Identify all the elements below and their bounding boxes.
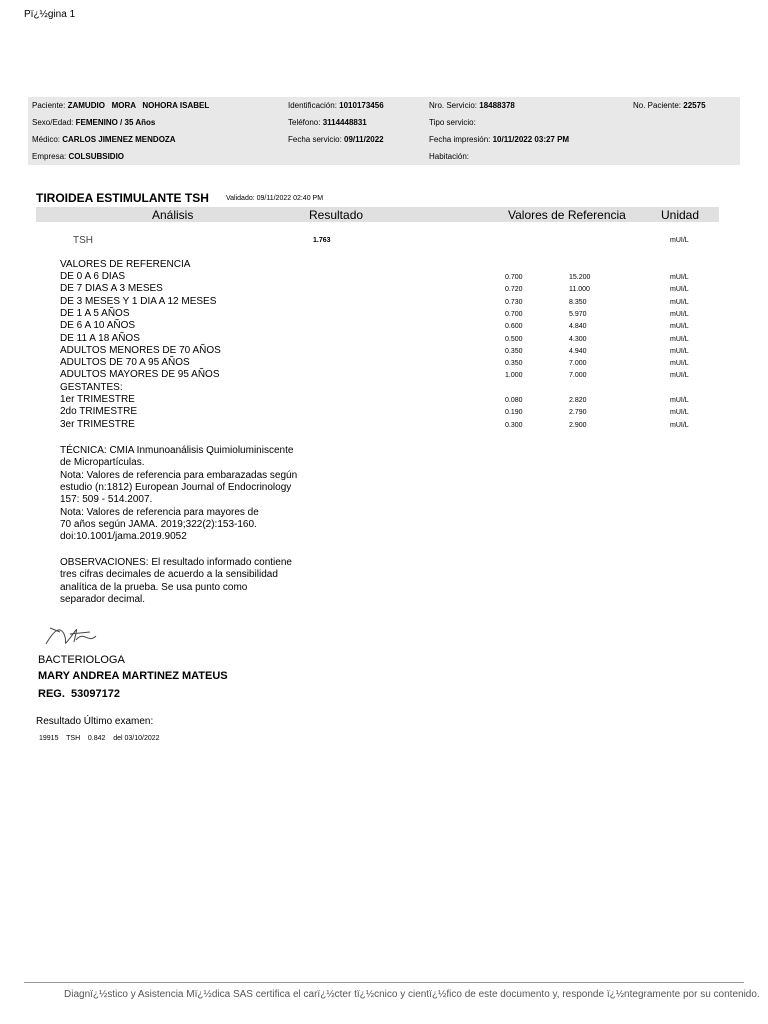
- signature-role: BACTERIOLOGA: [38, 654, 125, 666]
- reference-row-high: 2.900: [569, 421, 587, 429]
- results-table-header: [36, 207, 719, 222]
- last-exam-result: 19915 TSH 0.842 del 03/10/2022: [39, 735, 160, 742]
- reference-row-unit: mUI/L: [670, 286, 689, 294]
- service-date-field: Fecha servicio: 09/11/2022: [288, 135, 384, 144]
- signature-name: MARY ANDREA MARTINEZ MATEUS: [38, 670, 228, 682]
- reference-row-label: DE 1 A 5 AÑOS: [60, 307, 130, 319]
- reference-row-high: 7.000: [569, 372, 587, 380]
- technique-line: Nota: Valores de referencia para mayores de: [60, 506, 259, 518]
- service-number-field: Nro. Servicio: 18488378: [429, 101, 515, 110]
- column-header-reference: Valores de Referencia: [508, 208, 626, 222]
- reference-row-low: 0.350: [505, 360, 523, 368]
- technique-line: de Micropartículas.: [60, 457, 145, 469]
- reference-row-label: 1er TRIMESTRE: [60, 394, 135, 405]
- reference-row-low: 0.700: [505, 310, 523, 318]
- signature-image: [40, 620, 125, 650]
- reference-row-unit: mUI/L: [670, 298, 689, 306]
- sex-age-field: Sexo/Edad: FEMENINO / 35 Años: [32, 118, 156, 127]
- reference-row-low: 0.300: [505, 421, 523, 429]
- reference-row-unit: mUI/L: [670, 360, 689, 368]
- observations-line: OBSERVACIONES: El resultado informado contiene: [60, 557, 292, 568]
- technique-line: doi:10.1001/jama.2019.9052: [60, 531, 187, 543]
- reference-row-label: DE 7 DIAS A 3 MESES: [60, 283, 163, 295]
- print-date-field: Fecha impresión: 10/11/2022 03:27 PM: [429, 135, 570, 144]
- identification-field: Identificación: 1010173456: [288, 101, 384, 110]
- phone-field: Teléfono: 3114448831: [288, 118, 367, 127]
- service-type-field: Tipo servicio:: [429, 118, 476, 127]
- reference-row-low: 0.190: [505, 409, 523, 417]
- column-header-unit: Unidad: [661, 208, 700, 222]
- column-header-result: Resultado: [309, 208, 364, 222]
- reference-row-label: ADULTOS MENORES DE 70 AÑOS: [60, 344, 221, 356]
- footer-divider: [24, 982, 744, 983]
- reference-row-high: 4.300: [569, 335, 587, 343]
- validated-date: Validado: 09/11/2022 02:40 PM: [226, 195, 324, 202]
- reference-row-high: 11.000: [569, 286, 590, 294]
- pregnant-heading: GESTANTES:: [60, 381, 123, 393]
- reference-row-unit: mUI/L: [670, 323, 689, 331]
- reference-row-label: ADULTOS DE 70 A 95 AÑOS: [60, 357, 190, 369]
- reference-row-high: 15.200: [569, 274, 591, 281]
- reference-row-high: 8.350: [569, 298, 587, 306]
- observations-line: tres cifras decimales de acuerdo a la sensibilidad: [60, 569, 278, 581]
- patient-number-field: No. Paciente: 22575: [633, 101, 706, 110]
- reference-row-label: DE 3 MESES Y 1 DIA A 12 MESES: [60, 295, 217, 307]
- reference-row-label: 3er TRIMESTRE: [60, 418, 135, 430]
- reference-row-unit: mUI/L: [670, 421, 689, 429]
- last-exam-label: Resultado Último examen:: [36, 716, 154, 727]
- reference-row-high: 2.820: [569, 397, 587, 404]
- doctor-field: Médico: CARLOS JIMENEZ MENDOZA: [32, 135, 176, 144]
- reference-row-low: 0.700: [505, 274, 523, 281]
- reference-row-low: 0.350: [505, 347, 523, 355]
- signature-registration: REG. 53097172: [38, 688, 120, 700]
- analyte-name: TSH: [73, 235, 93, 246]
- reference-row-high: 7.000: [569, 360, 587, 368]
- reference-row-low: 1.000: [505, 372, 523, 380]
- reference-row-unit: mUI/L: [670, 397, 689, 404]
- reference-row-low: 0.730: [505, 298, 523, 306]
- observations-line: analítica de la prueba. Se usa punto como: [60, 581, 248, 593]
- reference-row-high: 5.970: [569, 310, 587, 318]
- footer-disclaimer: Diagnï¿½stico y Asistencia Mï¿½dica SAS certifica el carï¿½cter tï¿½cnico y cientï¿½fico de este documento y, responde ï¿½ntegramente por su contenido.: [64, 989, 760, 1000]
- reference-row-low: 0.080: [505, 397, 523, 404]
- reference-row-label: DE 11 A 18 AÑOS: [60, 332, 140, 344]
- reference-row-label: DE 6 A 10 AÑOS: [60, 320, 136, 332]
- room-field: Habitación:: [429, 152, 470, 161]
- technique-line: 157: 509 - 514.2007.: [60, 494, 153, 506]
- result-value: 1.763: [313, 237, 331, 244]
- patient-name-field: Paciente: ZAMUDIO MORA NOHORA ISABEL: [32, 101, 210, 110]
- patient-info-panel: [28, 97, 740, 165]
- company-field: Empresa: COLSUBSIDIO: [32, 152, 125, 161]
- reference-row-low: 0.720: [505, 286, 523, 294]
- reference-row-unit: mUI/L: [670, 347, 689, 355]
- reference-row-label: DE 0 A 6 DIAS: [60, 271, 126, 282]
- test-title: TIROIDEA ESTIMULANTE TSH: [36, 191, 209, 205]
- reference-row-low: 0.500: [505, 335, 523, 343]
- technique-line: estudio (n:1812) European Journal of Endocrinology: [60, 481, 292, 493]
- reference-row-high: 2.790: [569, 409, 587, 417]
- technique-line: 70 años según JAMA. 2019;322(2):153-160.: [60, 518, 257, 530]
- reference-row-unit: mUI/L: [670, 372, 689, 380]
- reference-row-low: 0.600: [505, 323, 523, 331]
- reference-row-unit: mUI/L: [670, 274, 689, 281]
- reference-row-unit: mUI/L: [670, 409, 689, 417]
- reference-row-unit: mUI/L: [670, 335, 689, 343]
- technique-line: Nota: Valores de referencia para embarazadas según: [60, 469, 298, 481]
- page-number: Pï¿½gina 1: [24, 9, 76, 20]
- column-header-analysis: Análisis: [152, 208, 194, 222]
- reference-heading: VALORES DE REFERENCIA: [60, 259, 191, 270]
- reference-row-high: 4.840: [569, 323, 587, 331]
- reference-row-unit: mUI/L: [670, 310, 689, 318]
- technique-line: TÉCNICA: CMIA Inmunoanálisis Quimioluminiscente: [60, 445, 294, 456]
- reference-row-label: 2do TRIMESTRE: [60, 406, 138, 418]
- result-unit: mUI/L: [670, 237, 689, 244]
- reference-row-high: 4.940: [569, 347, 587, 355]
- reference-row-label: ADULTOS MAYORES DE 95 AÑOS: [60, 369, 220, 381]
- observations-line: separador decimal.: [60, 593, 146, 605]
